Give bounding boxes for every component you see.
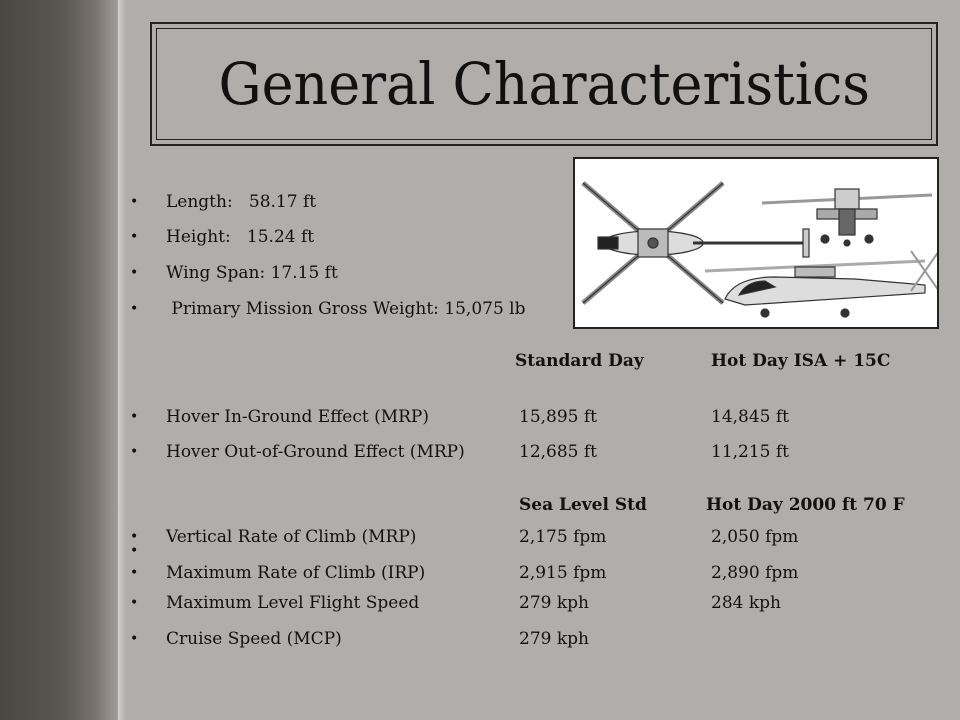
bullet: • bbox=[130, 301, 139, 317]
table-row bbox=[130, 405, 930, 429]
left-sidebar-bar bbox=[0, 0, 118, 720]
row-label: Vertical Rate of Climb (MRP) bbox=[166, 527, 417, 547]
row-value-col2: 14,845 ft bbox=[711, 407, 790, 427]
table-row bbox=[130, 627, 930, 651]
bullet: • bbox=[130, 444, 139, 460]
bullet: • bbox=[130, 543, 139, 559]
table-row bbox=[130, 440, 930, 464]
helicopter-side-view bbox=[705, 251, 937, 317]
row-value-col1: 279 kph bbox=[519, 629, 589, 649]
bullet: • bbox=[130, 409, 139, 425]
row-value-col1: 2,175 fpm bbox=[519, 527, 607, 547]
spec-item bbox=[130, 297, 526, 321]
row-label: Hover In-Ground Effect (MRP) bbox=[166, 407, 430, 427]
column-header-standard-day: Standard Day bbox=[515, 351, 644, 371]
row-value-col2: 284 kph bbox=[711, 593, 781, 613]
helicopter-three-view-drawing-icon bbox=[575, 159, 937, 327]
row-value-col1: 15,895 ft bbox=[519, 407, 598, 427]
bullet: • bbox=[130, 529, 139, 545]
spec-item bbox=[130, 190, 316, 214]
row-label: Maximum Level Flight Speed bbox=[166, 593, 420, 613]
title-frame bbox=[150, 22, 938, 146]
table-row-empty bbox=[130, 541, 930, 561]
spec-label: Primary Mission Gross Weight: 15,075 lb bbox=[166, 299, 526, 319]
row-value-col1: 2,915 fpm bbox=[519, 563, 607, 583]
row-label: Maximum Rate of Climb (IRP) bbox=[166, 563, 426, 583]
helicopter-drawing bbox=[573, 157, 939, 329]
column-header-sea-level-std: Sea Level Std bbox=[519, 495, 647, 515]
helicopter-front-view bbox=[762, 189, 932, 246]
row-value-col2: 11,215 ft bbox=[711, 442, 790, 462]
page-title: General Characteristics bbox=[218, 50, 870, 118]
row-value-col2: 2,050 fpm bbox=[711, 527, 799, 547]
row-label: Cruise Speed (MCP) bbox=[166, 629, 342, 649]
bullet: • bbox=[130, 265, 139, 281]
bullet: • bbox=[130, 595, 139, 611]
row-value-col2: 2,890 fpm bbox=[711, 563, 799, 583]
spec-item bbox=[130, 225, 314, 249]
bullet: • bbox=[130, 631, 139, 647]
sidebar-edge bbox=[118, 0, 126, 720]
table-row bbox=[130, 561, 930, 585]
spec-item bbox=[130, 261, 338, 285]
column-header-hot-day: Hot Day ISA + 15C bbox=[711, 351, 891, 371]
spec-label: Height: 15.24 ft bbox=[166, 227, 315, 247]
column-header-hot-day-2000ft: Hot Day 2000 ft 70 F bbox=[706, 495, 905, 515]
row-label: Hover Out-of-Ground Effect (MRP) bbox=[166, 442, 465, 462]
bullet: • bbox=[130, 565, 139, 581]
bullet: • bbox=[130, 229, 139, 245]
table-row bbox=[130, 591, 930, 615]
spec-label: Length: 58.17 ft bbox=[166, 192, 317, 212]
row-value-col1: 279 kph bbox=[519, 593, 589, 613]
row-value-col1: 12,685 ft bbox=[519, 442, 598, 462]
title-frame-inner bbox=[156, 28, 932, 140]
spec-label: Wing Span: 17.15 ft bbox=[166, 263, 338, 283]
bullet: • bbox=[130, 194, 139, 210]
